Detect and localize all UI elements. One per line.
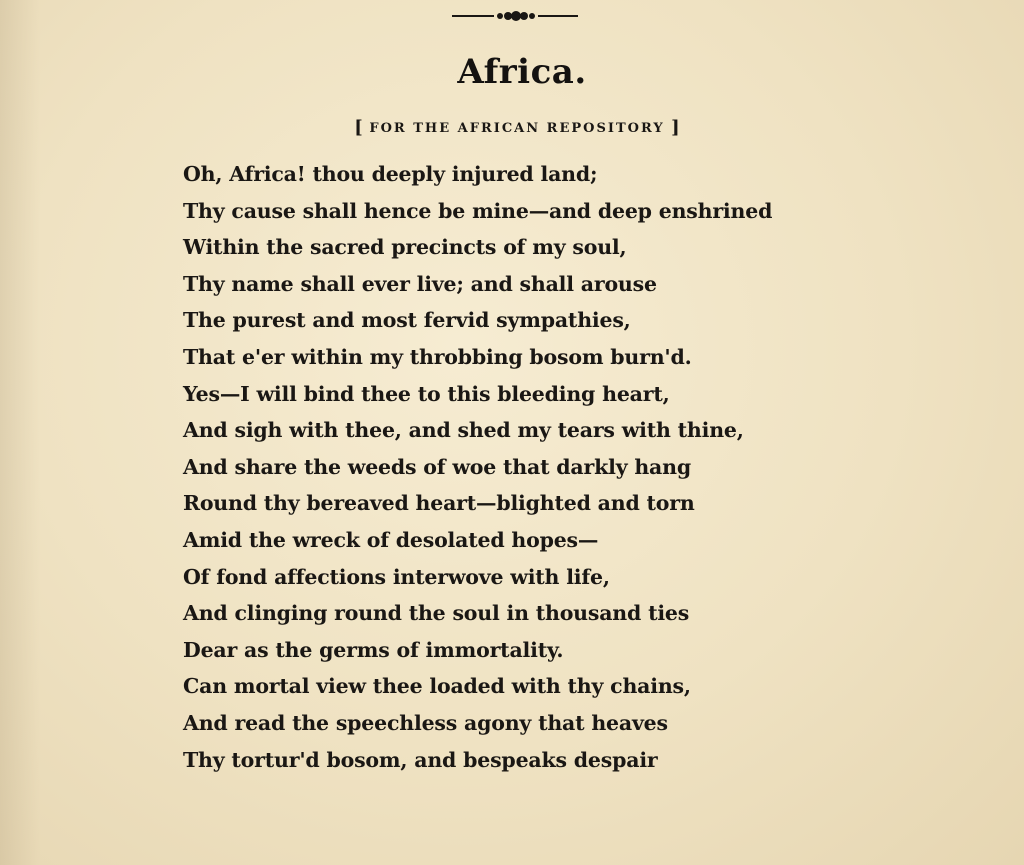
poem-line: Dear as the germs of immortality. — [183, 637, 564, 662]
right-bracket: ] — [671, 117, 680, 138]
poem-line: Yes—I will bind thee to this bleeding heart, — [183, 381, 670, 406]
poem-body — [183, 156, 772, 778]
poem-line: The purest and most fervid sympathies, — [183, 308, 631, 333]
poem-line: Thy tortur'd bosom, and bespeaks despair — [183, 747, 658, 772]
poem-line: Of fond affections interwove with life, — [183, 564, 610, 589]
poem-line: Can mortal view thee loaded with thy chains, — [183, 674, 691, 699]
poem-source-note — [0, 117, 1024, 138]
poem-line: Thy cause shall hence be mine—and deep enshrined — [183, 198, 773, 223]
poem-line: Round thy bereaved heart—blighted and torn — [183, 491, 695, 516]
poem-line: And read the speechless agony that heaves — [183, 710, 668, 735]
poem-line: That e'er within my throbbing bosom burn'd. — [183, 344, 692, 369]
poem-line: And clinging round the soul in thousand ties — [183, 601, 690, 626]
ornament-divider — [450, 6, 580, 26]
poem-line: And share the weeds of woe that darkly hang — [183, 454, 691, 479]
poem-line: Oh, Africa! thou deeply injured land; — [183, 162, 598, 186]
poem-line: And sigh with thee, and shed my tears with thine, — [183, 418, 744, 443]
poem-line: Within the sacred precincts of my soul, — [183, 235, 627, 260]
poem-line: Amid the wreck of desolated hopes— — [183, 527, 599, 552]
source-text: FOR THE AFRICAN REPOSITORY — [369, 121, 665, 136]
poem-line: Thy name shall ever live; and shall arouse — [183, 271, 657, 296]
poem-title: Africa. — [457, 52, 587, 92]
left-bracket: [ — [354, 117, 363, 138]
